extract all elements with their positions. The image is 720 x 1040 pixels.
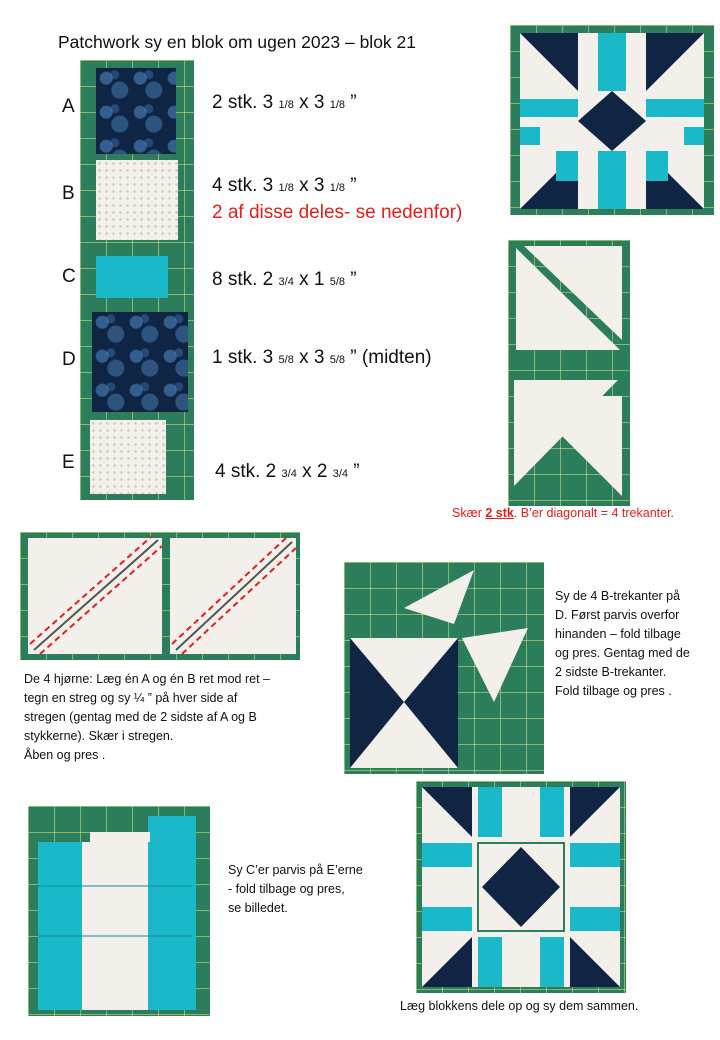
step2-text: Sy de 4 B-trekanter på D. Først parvis overfor hinanden – fold tilbage og pres. Gentag med de 2 sidste B-trekanter. Fold tilbage og pres . bbox=[555, 589, 690, 698]
measurement-b: 4 stk. 3 1/8 x 3 1/8 ” bbox=[212, 175, 357, 196]
step3-text: Sy C’er parvis på E’erne - fold tilbage og pres, se billedet. bbox=[228, 863, 363, 915]
piece-letter-d: D bbox=[62, 349, 76, 370]
cut-diagonal-photo bbox=[508, 240, 630, 506]
step4-text: Læg blokkens dele op og sy dem sammen. bbox=[400, 999, 639, 1013]
step3-photo bbox=[28, 806, 210, 1016]
piece-letter-a: A bbox=[62, 96, 75, 117]
cut-note: Skær 2 stk. B’er diagonalt = 4 trekanter. bbox=[452, 506, 675, 520]
piece-letter-e: E bbox=[62, 452, 75, 473]
step2-photo bbox=[344, 562, 544, 774]
fabric-piece-e bbox=[90, 420, 166, 494]
measurement-d: 1 stk. 3 5/8 x 3 5/8 ” (midten) bbox=[212, 347, 432, 368]
fabric-piece-d bbox=[92, 312, 188, 412]
piece-letter-b: B bbox=[62, 183, 75, 204]
fabric-piece-c bbox=[96, 256, 168, 298]
finished-block-photo bbox=[510, 25, 714, 215]
measurement-e: 4 stk. 2 3/4 x 2 3/4 ” bbox=[215, 461, 360, 482]
step4-photo bbox=[416, 781, 626, 993]
fabric-piece-a bbox=[96, 68, 176, 154]
measurement-b-note: 2 af disse deles- se nedenfor) bbox=[212, 202, 463, 223]
piece-letter-c: C bbox=[62, 266, 76, 287]
measurement-a: 2 stk. 3 1/8 x 3 1/8 ” bbox=[212, 92, 357, 113]
step1-photo bbox=[20, 532, 300, 660]
step1-text: De 4 hjørne: Læg én A og én B ret mod ret – tegn en streg og sy ¼ ” på hver side af stregen (gentag med de 2 sidste af A og B stykkerne). Skær i stregen. Åben og pres . bbox=[24, 672, 270, 762]
fabric-piece-b bbox=[96, 160, 178, 240]
page-title: Patchwork sy en blok om ugen 2023 – blok 21 bbox=[58, 32, 416, 52]
fabric-pieces-photo bbox=[80, 60, 194, 500]
measurement-c: 8 stk. 2 3/4 x 1 5/8 ” bbox=[212, 269, 357, 290]
